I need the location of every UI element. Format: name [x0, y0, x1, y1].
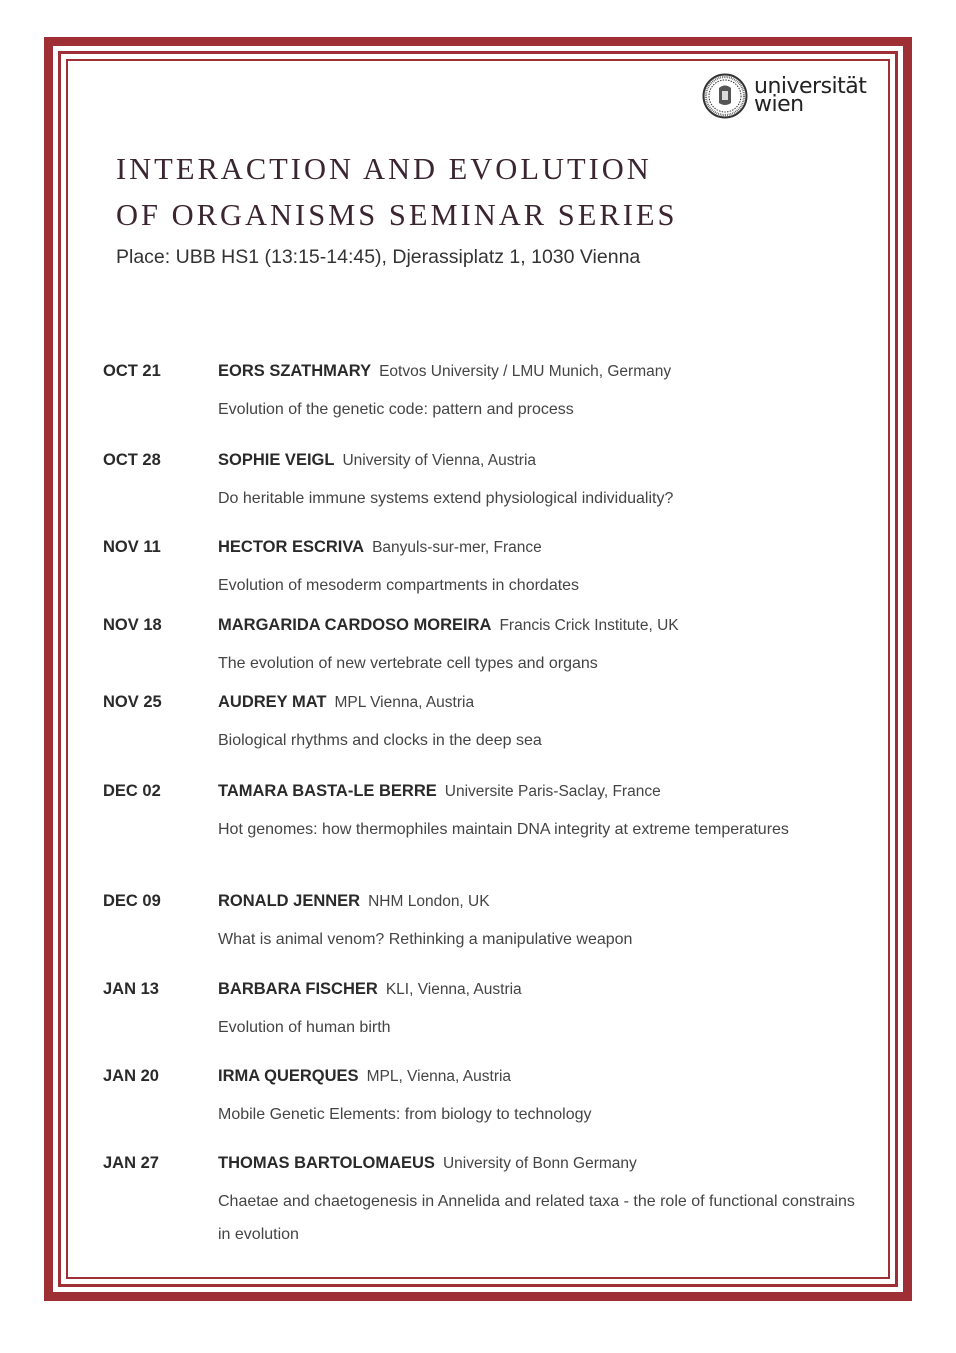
title-line-1: INTERACTION AND EVOLUTION — [116, 152, 652, 186]
seminar-header — [218, 892, 490, 911]
speaker-affiliation: University of Vienna, Austria — [342, 452, 537, 469]
seminar-date: DEC 02 — [103, 782, 161, 800]
speaker-name: THOMAS BARTOLOMAEUS — [218, 1154, 435, 1172]
talk-title: Evolution of human birth — [218, 1019, 391, 1036]
seminar-header — [218, 451, 536, 470]
talk-title: What is animal venom? Rethinking a manipulative weapon — [218, 931, 633, 948]
speaker-name: TAMARA BASTA-LE BERRE — [218, 782, 437, 800]
seminar-date: OCT 21 — [103, 362, 161, 380]
seminar-header — [218, 693, 474, 712]
speaker-name: SOPHIE VEIGL — [218, 451, 335, 469]
seminar-header — [218, 782, 661, 801]
seminar-date: JAN 20 — [103, 1067, 159, 1085]
speaker-name: EORS SZATHMARY — [218, 362, 372, 380]
page-title — [116, 146, 677, 238]
talk-title: Biological rhythms and clocks in the deep sea — [218, 732, 542, 749]
university-logo — [702, 71, 866, 121]
talk-title: Evolution of the genetic code: pattern and process — [218, 401, 574, 418]
speaker-affiliation: Eotvos University / LMU Munich, Germany — [379, 363, 672, 380]
speaker-affiliation: MPL Vienna, Austria — [334, 694, 475, 711]
seminar-date: NOV 11 — [103, 538, 161, 556]
seminar-date: NOV 25 — [103, 693, 162, 711]
logo-line-2: wien — [754, 92, 804, 117]
speaker-name: BARBARA FISCHER — [218, 980, 378, 998]
speaker-affiliation: University of Bonn Germany — [442, 1155, 637, 1172]
speaker-name: MARGARIDA CARDOSO MOREIRA — [218, 616, 492, 634]
speaker-affiliation: Universite Paris-Saclay, France — [444, 783, 661, 800]
talk-title: The evolution of new vertebrate cell types and organs — [218, 655, 598, 672]
talk-title: Hot genomes: how thermophiles maintain DNA integrity at extreme temperatures — [218, 821, 789, 838]
speaker-name: IRMA QUERQUES — [218, 1067, 359, 1085]
talk-title: Do heritable immune systems extend physiological individuality? — [218, 490, 674, 507]
university-seal-icon — [702, 73, 748, 119]
speaker-affiliation: KLI, Vienna, Austria — [385, 981, 522, 998]
talk-title: Evolution of mesoderm compartments in chordates — [218, 577, 580, 594]
speaker-affiliation: Francis Crick Institute, UK — [499, 617, 679, 634]
talk-title: Mobile Genetic Elements: from biology to technology — [218, 1106, 592, 1123]
seminar-date: OCT 28 — [103, 451, 161, 469]
speaker-affiliation: Banyuls-sur-mer, France — [372, 539, 542, 556]
seminar-header — [218, 1067, 511, 1086]
speaker-name: RONALD JENNER — [218, 892, 361, 910]
speaker-affiliation: MPL, Vienna, Austria — [366, 1068, 512, 1085]
speaker-name: HECTOR ESCRIVA — [218, 538, 365, 556]
seminar-date: JAN 27 — [103, 1154, 159, 1172]
logo-line-1: universität — [754, 74, 867, 99]
seminar-date: NOV 18 — [103, 616, 162, 634]
title-line-2: OF ORGANISMS SEMINAR SERIES — [116, 198, 678, 232]
seminar-header — [218, 362, 671, 381]
seminar-header — [218, 538, 542, 557]
seminar-header — [218, 1154, 637, 1173]
place-info: Place: UBB HS1 (13:15-14:45), Djerassiplatz 1, 1030 Vienna — [116, 246, 641, 268]
seminar-header — [218, 980, 522, 999]
speaker-affiliation: NHM London, UK — [368, 893, 490, 910]
seminar-header — [218, 616, 679, 635]
seminar-date: DEC 09 — [103, 892, 161, 910]
seminar-date: JAN 13 — [103, 980, 159, 998]
talk-title: Chaetae and chaetogenesis in Annelida and related taxa - the role of functional constrains in evolution — [218, 1193, 855, 1243]
speaker-name: AUDREY MAT — [218, 693, 327, 711]
